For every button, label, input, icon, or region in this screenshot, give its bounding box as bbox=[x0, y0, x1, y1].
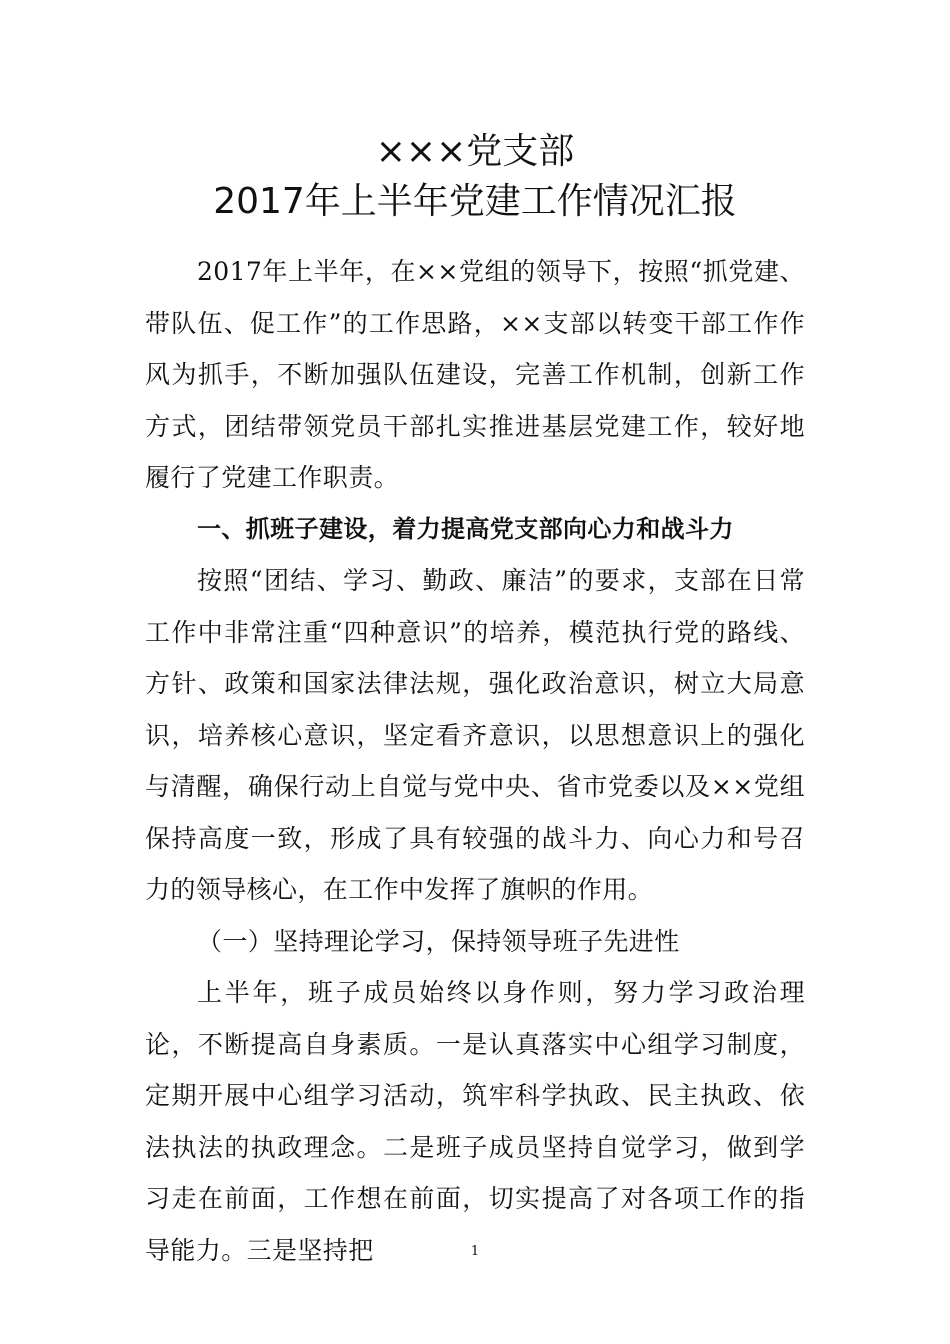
section-heading-1: 一、抓班子建设，着力提高党支部向心力和战斗力 bbox=[197, 514, 734, 543]
document-title: 2017年上半年党建工作情况汇报 bbox=[213, 181, 737, 222]
section-1-paragraph: 按照“团结、学习、勤政、廉洁”的要求，支部在日常工作中非常注重“四种意识”的培养，模范执行党的路线、方针、政策和国家法律法规，强化政治意识，树立大局意识，培养核心意识，坚定看齐意识，以思想意识上的强化与清醒，确保行动上自觉与党中央、省市党委以及××党组保持高度一致，形成了具有较强的战斗力、向心力和号召力的领导核心，在工作中发挥了旗帜的作用。 bbox=[145, 566, 805, 904]
document-body bbox=[145, 246, 805, 1276]
page-number: 1 bbox=[470, 1244, 480, 1259]
document-title-org: ×××党支部 bbox=[375, 131, 575, 172]
subsection-1-paragraph: 上半年，班子成员始终以身作则，努力学习政治理论，不断提高自身素质。一是认真落实中心组学习制度，定期开展中心组学习活动，筑牢科学执政、民主执政、依法执法的执政理念。二是班子成员坚持自觉学习，做到学习走在前面，工作想在前面，切实提高了对各项工作的指导能力。三是坚持把 bbox=[145, 978, 805, 1265]
intro-paragraph: 2017年上半年，在××党组的领导下，按照“抓党建、带队伍、促工作”的工作思路，××支部以转变干部工作作风为抓手，不断加强队伍建设，完善工作机制，创新工作方式，团结带领党员干部扎实推进基层党建工作，较好地履行了党建工作职责。 bbox=[145, 257, 805, 492]
subsection-heading-1: （一）坚持理论学习，保持领导班子先进性 bbox=[197, 926, 680, 956]
